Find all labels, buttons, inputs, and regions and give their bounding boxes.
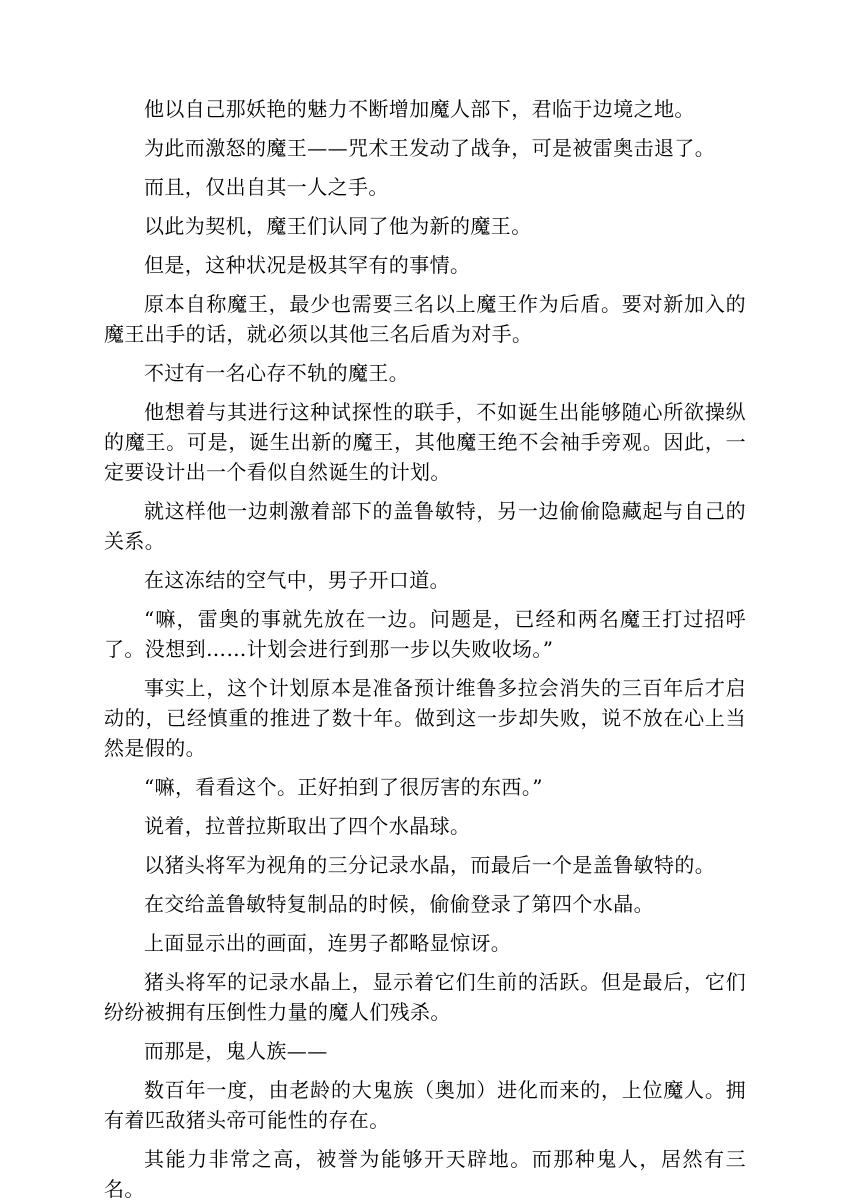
- paragraph: 以猪头将军为视角的三分记录水晶，而最后一个是盖鲁敏特的。: [144, 853, 716, 877]
- paragraph: 他以自己那妖艳的魅力不断增加魔人部下，君临于边境之地。: [144, 97, 695, 121]
- paragraph: 而那是，鬼人族——: [144, 1039, 328, 1063]
- paragraph: 事实上，这个计划原本是准备预计维鲁多拉会消失的三百年后才启动的，已经慎重的推进了数十年。做到这一步却失败，说不放在心上当然是假的。: [104, 676, 746, 760]
- paragraph: 数百年一度，由老龄的大鬼族（奥加）进化而来的，上位魔人。拥有着匹敌猪头帝可能性的存在。: [104, 1078, 746, 1132]
- paragraph: 以此为契机，魔王们认同了他为新的魔王。: [144, 214, 532, 238]
- paragraph: 为此而激怒的魔王——咒术王发动了战争，可是被雷奥击退了。: [144, 136, 716, 160]
- paragraph: 但是，这种状况是极其罕有的事情。: [144, 253, 471, 277]
- paragraph: 就这样他一边刺激着部下的盖鲁敏特，另一边偷偷隐藏起与自己的关系。: [104, 499, 746, 553]
- paragraph: 上面显示出的画面，连男子都略显惊讶。: [144, 931, 512, 955]
- paragraph: “嘛，雷奥的事就先放在一边。问题是，已经和两名魔王打过招呼了。没想到……计划会进行到那一步以失败收场。”: [104, 607, 746, 661]
- paragraph: 其能力非常之高，被誉为能够开天辟地。而那种鬼人，居然有三名。: [104, 1147, 746, 1201]
- paragraph: 猪头将军的记录水晶上，显示着它们生前的活跃。但是最后，它们纷纷被拥有压倒性力量的魔人们残杀。: [104, 970, 746, 1024]
- paragraph: 不过有一名心存不轨的魔王。: [144, 361, 410, 385]
- paragraph: 说着，拉普拉斯取出了四个水晶球。: [144, 814, 471, 838]
- paragraph: 在交给盖鲁敏特复制品的时候，偷偷登录了第四个水晶。: [144, 892, 654, 916]
- paragraph: “嘛，看看这个。正好拍到了很厉害的东西。”: [144, 775, 543, 799]
- paragraph: 而且，仅出自其一人之手。: [144, 175, 389, 199]
- paragraph: 他想着与其进行这种试探性的联手，不如诞生出能够随心所欲操纵的魔王。可是，诞生出新的魔王，其他魔王绝不会袖手旁观。因此，一定要设计出一个看似自然诞生的计划。: [104, 400, 746, 484]
- paragraph: 原本自称魔王，最少也需要三名以上魔王作为后盾。要对新加入的魔王出手的话，就必须以其他三名后盾为对手。: [104, 292, 746, 346]
- paragraph: 在这冻结的空气中，男子开口道。: [144, 568, 450, 592]
